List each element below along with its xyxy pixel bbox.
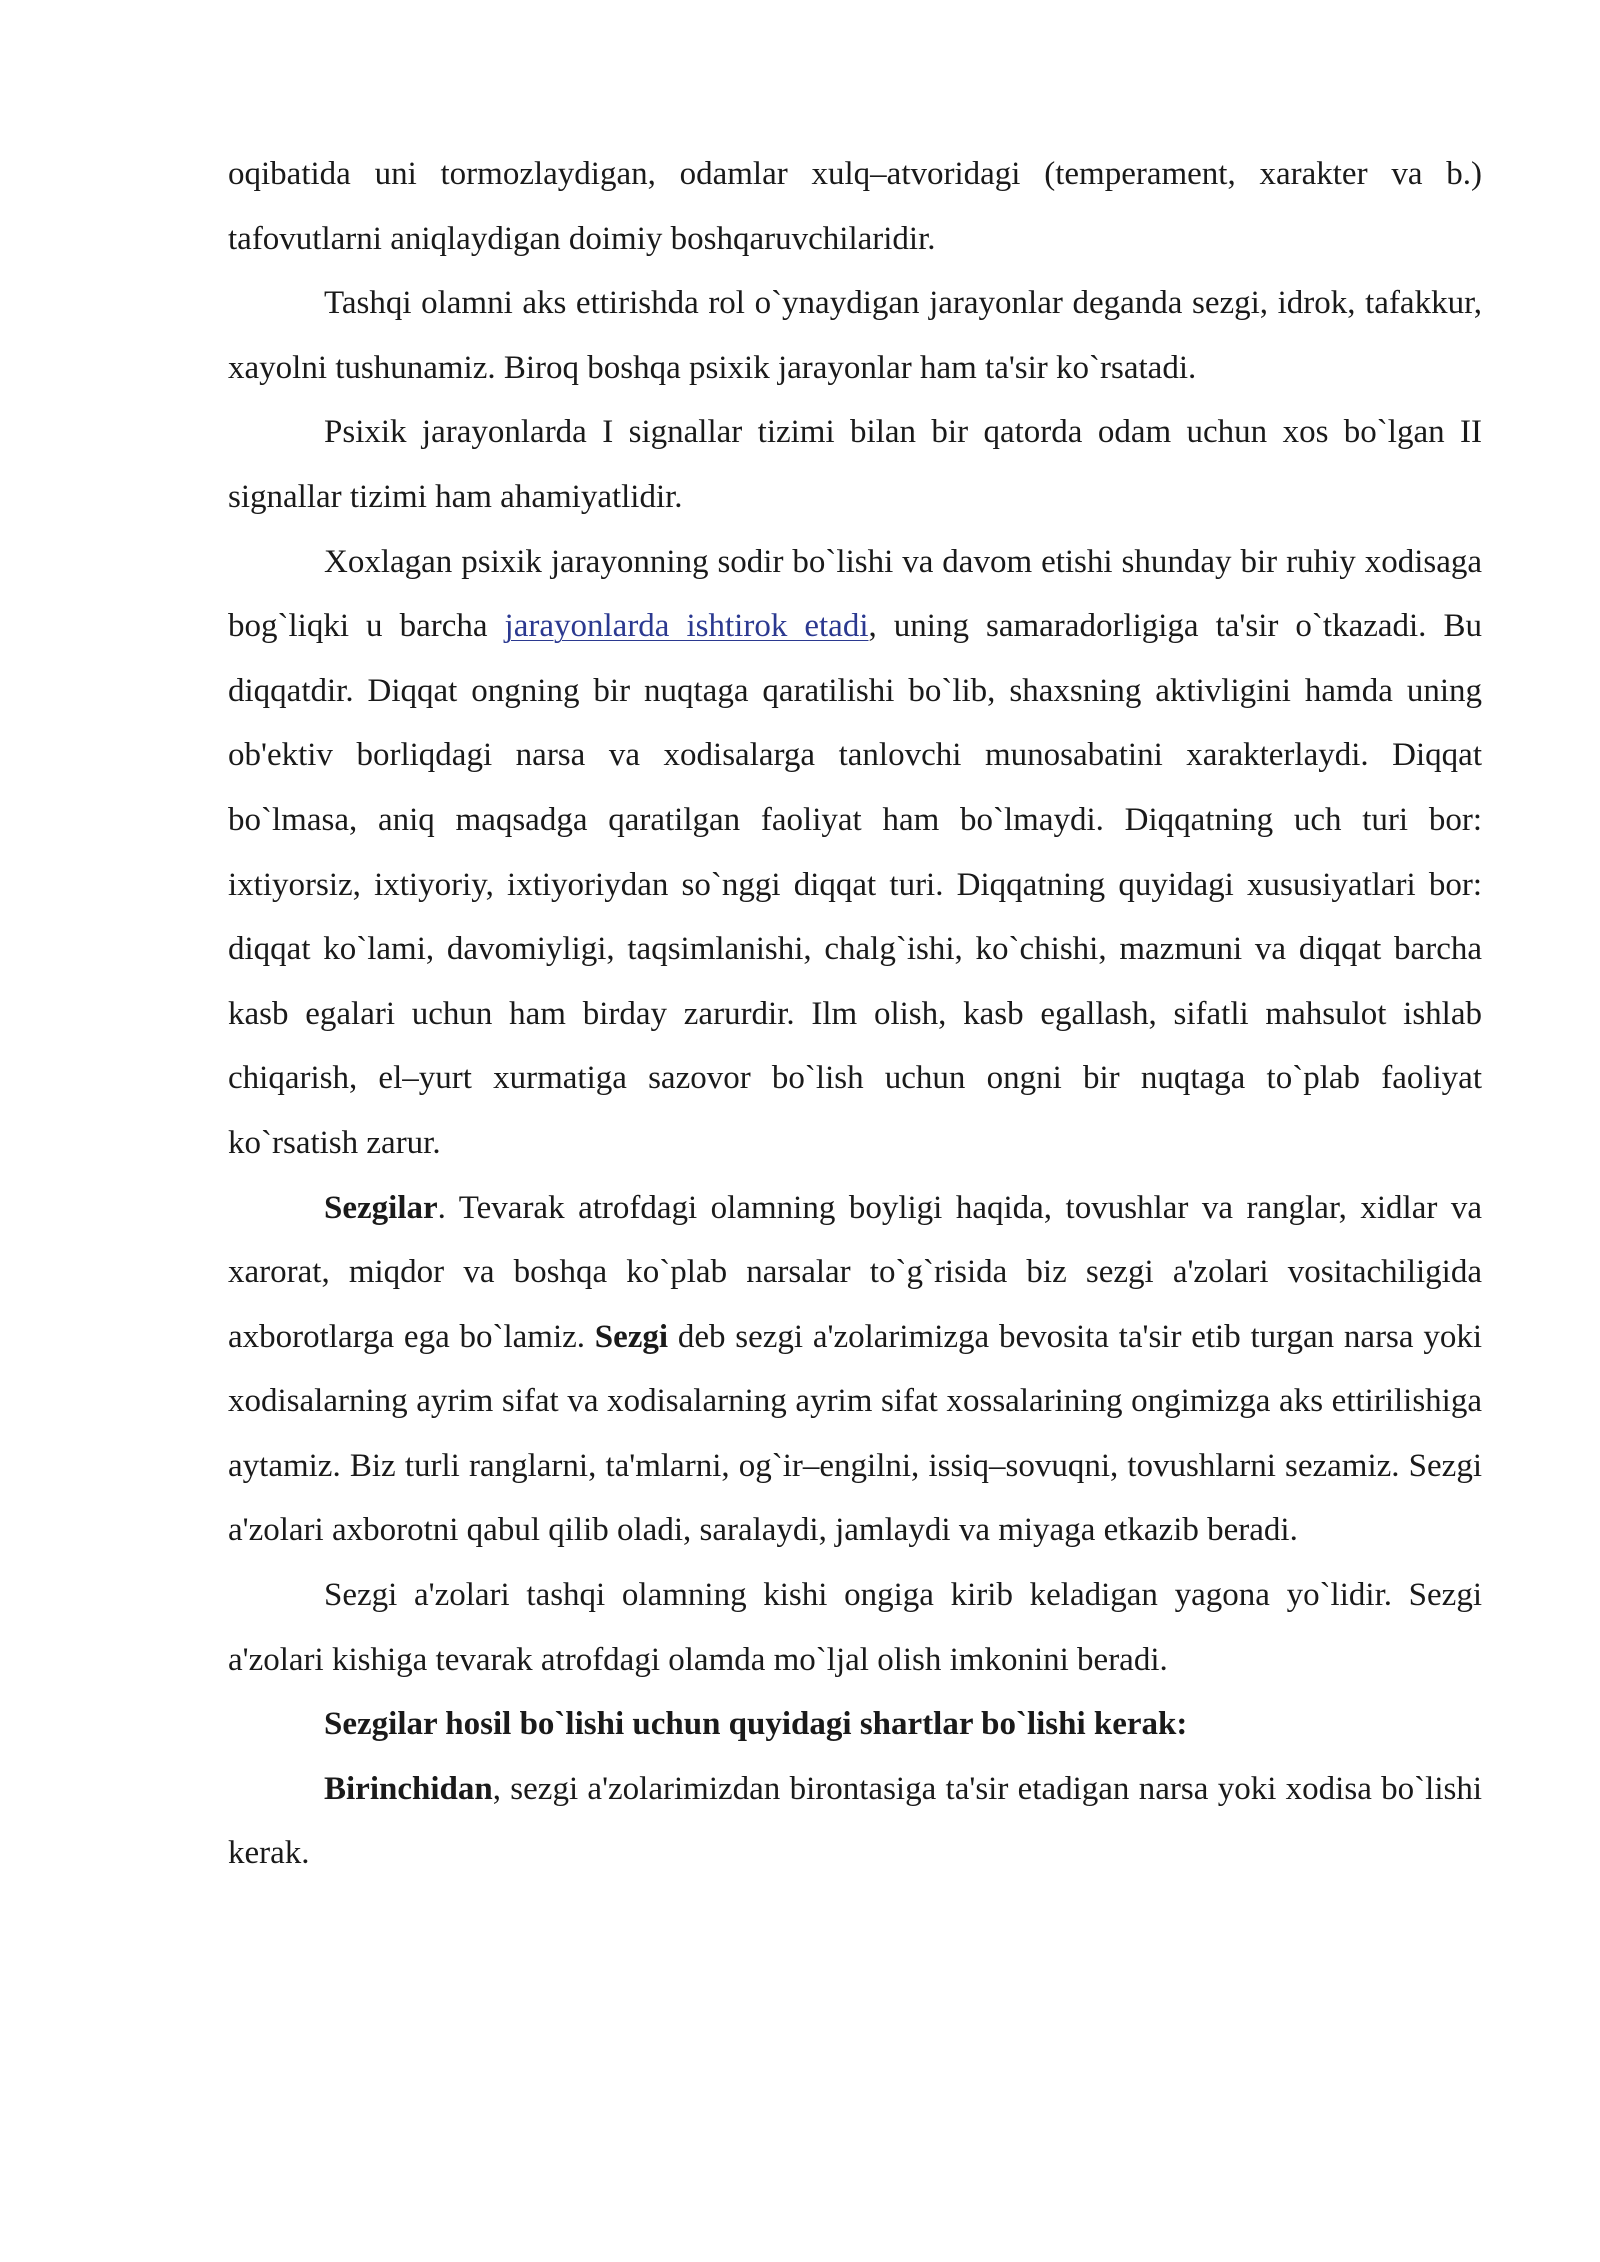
- term-sezgilar: Sezgilar: [324, 1189, 438, 1226]
- paragraph-8: [228, 1757, 1482, 1886]
- paragraph-4: [228, 530, 1482, 1176]
- paragraph-3-text: Psixik jarayonlarda I signallar tizimi bilan bir qatorda odam uchun xos bo`lgan II signallar tizimi ham ahamiyatlidir.: [228, 414, 1482, 515]
- paragraph-5-text-end: deb sezgi a'zolarimizga bevosita ta'sir etib turgan narsa yoki xodisalarning ayrim sifat va xodisalarning ayrim sifat xossalarining ongimizga aks ettirilishiga aytamiz. Biz turli ranglarni, ta'mlarni, og`ir–engilni, issiq–sovuqni, tovushlarni sezamiz. Sezgi a'zolari axborotni qabul qilib oladi, saralaydi, jamlaydi va miyaga etkazib beradi.: [228, 1318, 1482, 1549]
- paragraph-5-text-mid: . Tevarak atrofdagi olamning boyligi haqida, tovushlar va ranglar, xidlar va xarorat, miqdor va boshqa ko`plab narsalar to`g`risida biz sezgi a'zolari vositachiligida axborotlarga ega bo`lamiz.: [228, 1189, 1482, 1355]
- paragraph-2-text: Tashqi olamni aks ettirishda rol o`ynaydigan jarayonlar deganda sezgi, idrok, tafakkur, xayolni tushunamiz. Biroq boshqa psixik jarayonlar ham ta'sir ko`rsatadi.: [228, 285, 1482, 386]
- paragraph-5: [228, 1176, 1482, 1564]
- paragraph-4-text-end: , uning samaradorligiga ta'sir o`tkazadi. Bu diqqatdir. Diqqat ongning bir nuqtaga qaratilishi bo`lib, shaxsning aktivligini hamda uning ob'ektiv borliqdagi narsa va xodisalarga tanlovchi munosabatini xarakterlaydi. Diqqat bo`lmasa, aniq maqsadga qaratilgan faoliyat ham bo`lmaydi. Diqqatning uch turi bor: ixtiyorsiz, ixtiyoriy, ixtiyoriydan so`nggi diqqat turi. Diqqatning quyidagi xususiyatlari bor: diqqat ko`lami, davomiyligi, taqsimlanishi, chalg`ishi, ko`chishi, mazmuni va diqqat barcha kasb egalari uchun ham birday zarurdir. Ilm olish, kasb egallash, sifatli mahsulot ishlab chiqarish, el–yurt xurmatiga sazovor bo`lish uchun ongni bir nuqtaga to`plab faoliyat ko`rsatish zarur.: [228, 608, 1482, 1161]
- paragraph-6-text: Sezgi a'zolari tashqi olamning kishi ongiga kirib keladigan yagona yo`lidir. Sezgi a'zolari kishiga tevarak atrofdagi olamda mo`ljal olish imkonini beradi.: [228, 1577, 1482, 1678]
- section-heading-text: Sezgilar hosil bo`lishi uchun quyidagi shartlar bo`lishi kerak:: [324, 1706, 1188, 1743]
- paragraph-2: [228, 271, 1482, 400]
- term-sezgi: Sezgi: [594, 1318, 669, 1355]
- document-body: [228, 142, 1482, 1886]
- section-heading: [228, 1692, 1482, 1757]
- paragraph-1: [228, 142, 1482, 271]
- paragraph-3: [228, 400, 1482, 529]
- paragraph-1-text: oqibatida uni tormozlaydigan, odamlar xulq–atvoridagi (temperament, xarakter va b.) tafovutlarni aniqlaydigan doimiy boshqaruvchilaridir.: [228, 156, 1482, 257]
- hyperlink-jarayonlarda[interactable]: jarayonlarda ishtirok etadi: [504, 608, 869, 645]
- paragraph-6: [228, 1563, 1482, 1692]
- term-birinchidan: Birinchidan: [324, 1770, 493, 1807]
- paragraph-8-text: , sezgi a'zolarimizdan birontasiga ta'sir etadigan narsa yoki xodisa bo`lishi kerak.: [228, 1770, 1482, 1872]
- paragraph-4-text-start: Xoxlagan psixik jarayonning sodir bo`lishi va davom etishi shunday bir ruhiy xodisaga bog`liqki u barcha: [228, 543, 1482, 645]
